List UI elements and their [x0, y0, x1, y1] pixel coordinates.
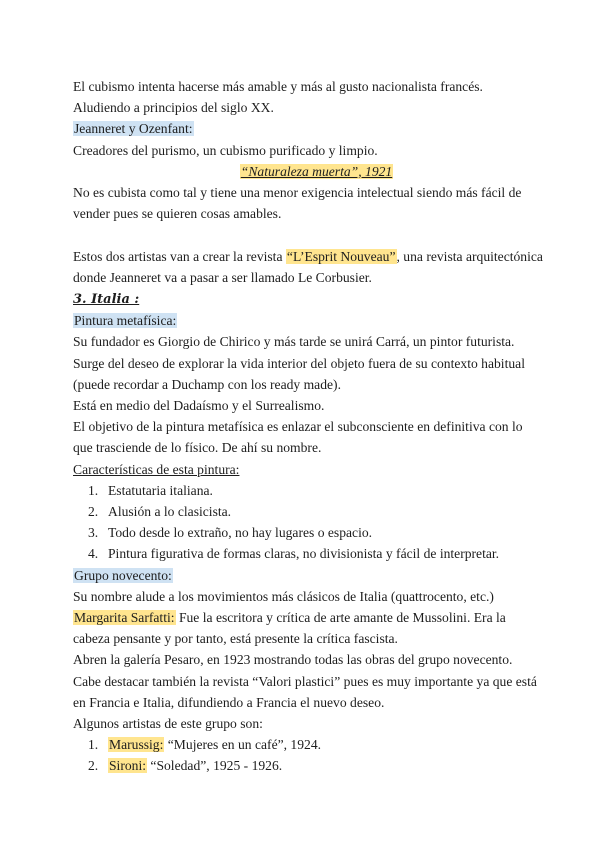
sarfatti-name: Margarita Sarfatti:	[74, 610, 175, 626]
list-text: Alusión a lo clasicista.	[108, 504, 232, 520]
novecento-line-5: Cabe destacar también la revista “Valori plastici” pues es muy importante ya que está	[73, 673, 537, 689]
jeanneret-heading-line	[73, 118, 560, 139]
jeanneret-desc: Creadores del purismo, un cubismo purificado y limpio.	[73, 142, 378, 158]
list-number: 2.	[88, 758, 99, 774]
list-item	[73, 543, 560, 564]
italia-heading-line	[73, 288, 560, 310]
metafisica-line-4: Está en medio del Dadaísmo y el Surrealismo.	[73, 398, 325, 414]
spacer	[73, 224, 560, 245]
novecento-heading-line	[73, 565, 560, 586]
metafisica-heading-line	[73, 310, 560, 331]
esprit-line-1	[73, 246, 560, 267]
features-list	[73, 480, 560, 565]
metafisica-heading: Pintura metafísica:	[74, 313, 177, 329]
jeanneret-line-b: vender pues se quieren cosas amables.	[73, 206, 282, 222]
esprit-prefix: Estos dos artistas van a crear la revista	[73, 248, 286, 264]
novecento-line-1: Su nombre alude a los movimientos más clásicos de Italia (quattrocento, etc.)	[73, 588, 494, 604]
artist-name: Marussig:	[109, 737, 164, 753]
metafisica-line-2: Surge del deseo de explorar la vida interior del objeto fuera de su contexto habitual	[73, 355, 525, 371]
jeanneret-line-a: No es cubista como tal y tiene una menor exigencia intelectual siendo más fácil de	[73, 185, 522, 201]
novecento-line-3: cabeza pensante y por tanto, está presente la crítica fascista.	[73, 631, 398, 647]
list-number: 4.	[88, 546, 99, 562]
list-item	[73, 734, 560, 755]
list-number: 1.	[88, 737, 99, 753]
intro-line-2: Aludiendo a principios del siglo XX.	[73, 100, 274, 116]
work-title: “Naturaleza muerta”, 1921	[240, 163, 393, 179]
esprit-suffix: , una revista arquitectónica	[396, 248, 543, 264]
jeanneret-heading: Jeanneret y Ozenfant:	[74, 121, 193, 137]
work-line	[73, 161, 560, 182]
list-item	[73, 755, 560, 776]
list-item	[73, 501, 560, 522]
novecento-line-7: Algunos artistas de este grupo son:	[73, 716, 263, 732]
list-number: 1.	[88, 482, 99, 498]
artists-list	[73, 734, 560, 776]
features-heading: Características de esta pintura:	[73, 461, 240, 477]
italia-heading: 3. Italia :	[73, 292, 140, 308]
metafisica-line-6: que trasciende de lo físico. De ahí su nombre.	[73, 440, 322, 456]
artist-work: “Soledad”, 1925 - 1926.	[147, 758, 283, 774]
list-number: 3.	[88, 525, 99, 541]
novecento-line-4: Abren la galería Pesaro, en 1923 mostrando todas las obras del grupo novecento.	[73, 652, 513, 668]
features-heading-line	[73, 459, 560, 480]
esprit-highlight: “L’Esprit Nouveau”	[286, 248, 396, 264]
list-text: Estatutaria italiana.	[108, 482, 213, 498]
artist-work: “Mujeres en un café”, 1924.	[164, 737, 322, 753]
novecento-line-6: en Francia e Italia, difundiendo a Francia el nuevo deseo.	[73, 694, 385, 710]
sarfatti-text: Fue la escritora y crítica de arte amante de Mussolini. Era la	[175, 610, 506, 626]
list-number: 2.	[88, 504, 99, 520]
sarfatti-line	[73, 607, 560, 628]
metafisica-line-3: (puede recordar a Duchamp con los ready made).	[73, 376, 341, 392]
artist-name: Sironi:	[109, 758, 147, 774]
metafisica-line-5: El objetivo de la pintura metafísica es enlazar el subconsciente en definitiva con lo	[73, 419, 523, 435]
list-text: Pintura figurativa de formas claras, no divisionista y fácil de interpretar.	[108, 546, 500, 562]
esprit-line-2: donde Jeanneret va a pasar a ser llamado Le Corbusier.	[73, 269, 372, 285]
intro-line-1: El cubismo intenta hacerse más amable y más al gusto nacionalista francés.	[73, 79, 483, 94]
list-item	[73, 480, 560, 501]
list-text: Todo desde lo extraño, no hay lugares o espacio.	[108, 525, 373, 541]
metafisica-line-1: Su fundador es Giorgio de Chirico y más tarde se unirá Carrá, un pintor futurista.	[73, 334, 515, 350]
novecento-heading: Grupo novecento:	[74, 567, 172, 583]
list-item	[73, 522, 560, 543]
